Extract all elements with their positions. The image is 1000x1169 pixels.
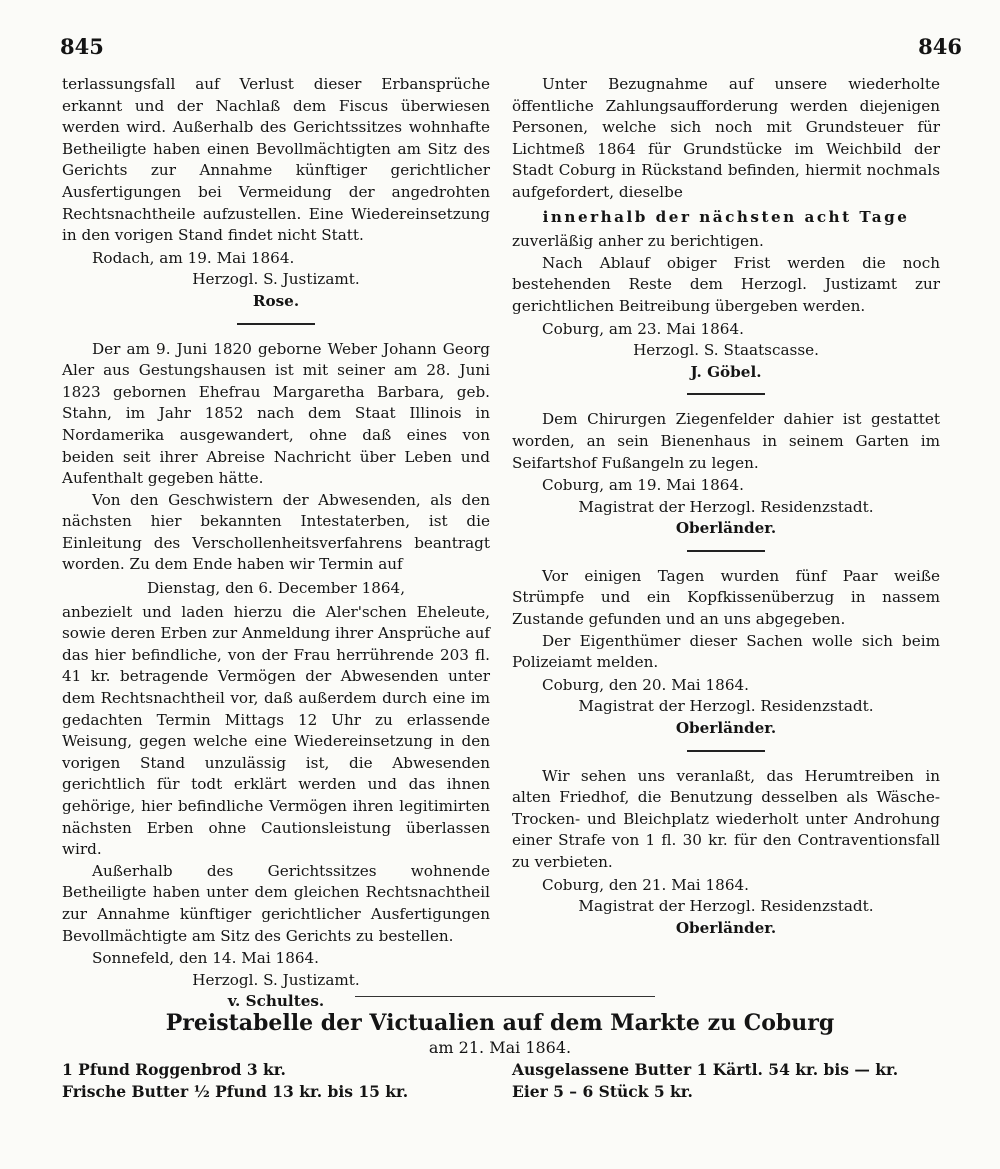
page-number-right: 846 [918, 34, 962, 59]
notice-separator [687, 550, 765, 552]
notice-authority: Herzogl. S. Staatscasse. [633, 341, 819, 360]
notice-dateline: Coburg, am 19. Mai 1864. [542, 476, 744, 495]
price-item: Ausgelassene Butter 1 Kärtl. 54 kr. bis — kr. [512, 1060, 899, 1079]
notice-signature: v. Schultes. [227, 992, 325, 1011]
notice-authority: Magistrat der Herzogl. Residenzstadt. [578, 497, 874, 516]
notice-friedhof [512, 766, 940, 940]
notice-authority: Herzogl. S. Justizamt. [192, 270, 360, 289]
notice-paragraph: Nach Ablauf obiger Frist werden die noch bestehenden Reste dem Herzogl. Justizamt zur gerichtlichen Beitreibung übergeben werden. [512, 253, 940, 315]
price-item: Frische Butter ½ Pfund 13 kr. bis 15 kr. [62, 1082, 409, 1101]
notice-authority: Herzogl. S. Justizamt. [192, 970, 360, 989]
notice-signature: Oberländer. [675, 918, 777, 937]
notice-bienenhaus [512, 409, 940, 540]
page-number-left: 845 [60, 34, 104, 59]
notice-fundsachen [512, 566, 940, 740]
notice-separator [237, 323, 315, 325]
notice-paragraph: zuverläßig anher zu berichtigen. [512, 232, 764, 251]
notice-paragraph: Vor einigen Tagen wurden fünf Paar weiße Strümpfe und ein Kopfkissenüberzug in nassem Zustande gefunden und an uns abgegeben. [512, 566, 940, 629]
price-item: Eier 5 – 6 Stück 5 kr. [512, 1082, 693, 1101]
notice-signature: J. Göbel. [690, 362, 762, 381]
notice-separator [687, 393, 765, 395]
notice-authority: Magistrat der Herzogl. Residenzstadt. [578, 897, 874, 916]
notice-signature: Oberländer. [675, 719, 777, 738]
price-item: 1 Pfund Roggenbrod 3 kr. [62, 1060, 286, 1079]
notice-paragraph: Der Eigenthümer dieser Sachen wolle sich beim Polizeiamt melden. [512, 631, 940, 672]
notice-dateline: Coburg, den 21. Mai 1864. [542, 875, 749, 894]
notice-paragraph: Unter Bezugnahme auf unsere wiederholte öffentliche Zahlungsaufforderung werden diejenigen Personen, welche sich noch mit Grundsteuer für Lichtmeß 1864 für Grundstücke im Weichbild der Stadt Coburg in Rückstand befinden, hiermit nochmals aufgefordert, dieselbe [512, 75, 940, 201]
notice-body: terlassungsfall auf Verlust dieser Erbansprüche erkannt und der Nachlaß dem Fiscus überwiesen werden wird. Außerhalb des Gerichtssitzes wohnhafte Betheiligte haben einen Bevollmächtigten am Sitz des Gerichts zur Annahme künftiger gerichtlicher Ausfertigungen bei Vermeidung der angedrohten Rechtsnachtheile aufzustellen. Eine Wiedereinsetzung in den vorigen Stand findet nicht Statt. [62, 75, 490, 245]
notice-signature: Rose. [252, 291, 300, 310]
notice-paragraph: Wir sehen uns veranlaßt, das Herumtreiben in alten Friedhof, die Benutzung desselben als Wäsche-Trocken- und Bleichplatz wiederholt unter Androhung einer Strafe von 1 fl. 30 kr. für den Contraventionsfall zu verbieten. [512, 766, 940, 871]
right-column [512, 74, 940, 941]
notice-dateline: Coburg, am 23. Mai 1864. [542, 319, 744, 338]
notice-paragraph: Von den Geschwistern der Abwesenden, als den nächsten hier bekannten Intestaterben, ist die Einleitung des Verschollenheitsverfahrens beantragt worden. Zu dem Ende haben wir Termin auf [62, 490, 490, 574]
price-table-date: am 21. Mai 1864. [428, 1038, 572, 1057]
price-table-title: Preistabelle der Victualien auf dem Markte zu Coburg [165, 1010, 835, 1036]
notice-staatscasse [512, 74, 940, 383]
section-rule [355, 996, 655, 997]
notice-paragraph: anbezielt und laden hierzu die Aler'schen Eheleute, sowie deren Erben zur Anmeldung ihrer Ansprüche auf das hier befindliche, von der Frau herrührende 203 fl. 41 kr. betragende Vermögen der Abwesenden unter dem Rechtsnachtheil vor, daß außerdem durch eine im gedachten Termin Mittags 12 Uhr zu erlassende Weisung, gegen welche eine Wiedereinsetzung in den vorigen Stand unzulässig ist, die Abwesenden gerichtlich für todt erklärt werden und das ihnen gehörige, hier befindliche Vermögen ihren legitimirten nächsten Erben ohne Cautionsleistung überlassen wird. [62, 602, 490, 859]
notice-paragraph: Dem Chirurgen Ziegenfelder dahier ist gestattet worden, an sein Bienenhaus in seinem Garten im Seifartshof Fußangeln zu legen. [512, 410, 940, 472]
notice-sonnefeld [62, 339, 490, 1013]
notice-dateline: Coburg, den 20. Mai 1864. [542, 675, 749, 694]
left-column [62, 74, 490, 1015]
notice-authority: Magistrat der Herzogl. Residenzstadt. [578, 697, 874, 716]
notice-rodach [62, 74, 490, 313]
notice-emphasis: innerhalb der nächsten acht Tage [542, 207, 910, 226]
notice-signature: Oberländer. [675, 519, 777, 538]
notice-dateline: Sonnefeld, den 14. Mai 1864. [92, 949, 320, 968]
notice-paragraph: Außerhalb des Gerichtssitzes wohnende Betheiligte haben unter dem gleichen Rechtsnachtheil zur Annahme künftiger gerichtlicher Ausfertigungen Bevollmächtigte am Sitz des Gerichts zu bestellen. [62, 861, 490, 945]
notice-termin: Dienstag, den 6. December 1864, [146, 579, 406, 598]
notice-paragraph: Der am 9. Juni 1820 geborne Weber Johann Georg Aler aus Gestungshausen ist mit seiner am 28. Juni 1823 gebornen Ehefrau Margaretha Barbara, geb. Stahn, im Jahr 1852 nach dem Staat Illinois in Nordamerika ausgewandert, ohne daß eines von beiden seit ihrer Abreise Nachricht über Leben und Aufenthalt gegeben hätte. [62, 339, 490, 488]
notice-dateline: Rodach, am 19. Mai 1864. [92, 248, 295, 267]
notice-separator [687, 750, 765, 752]
